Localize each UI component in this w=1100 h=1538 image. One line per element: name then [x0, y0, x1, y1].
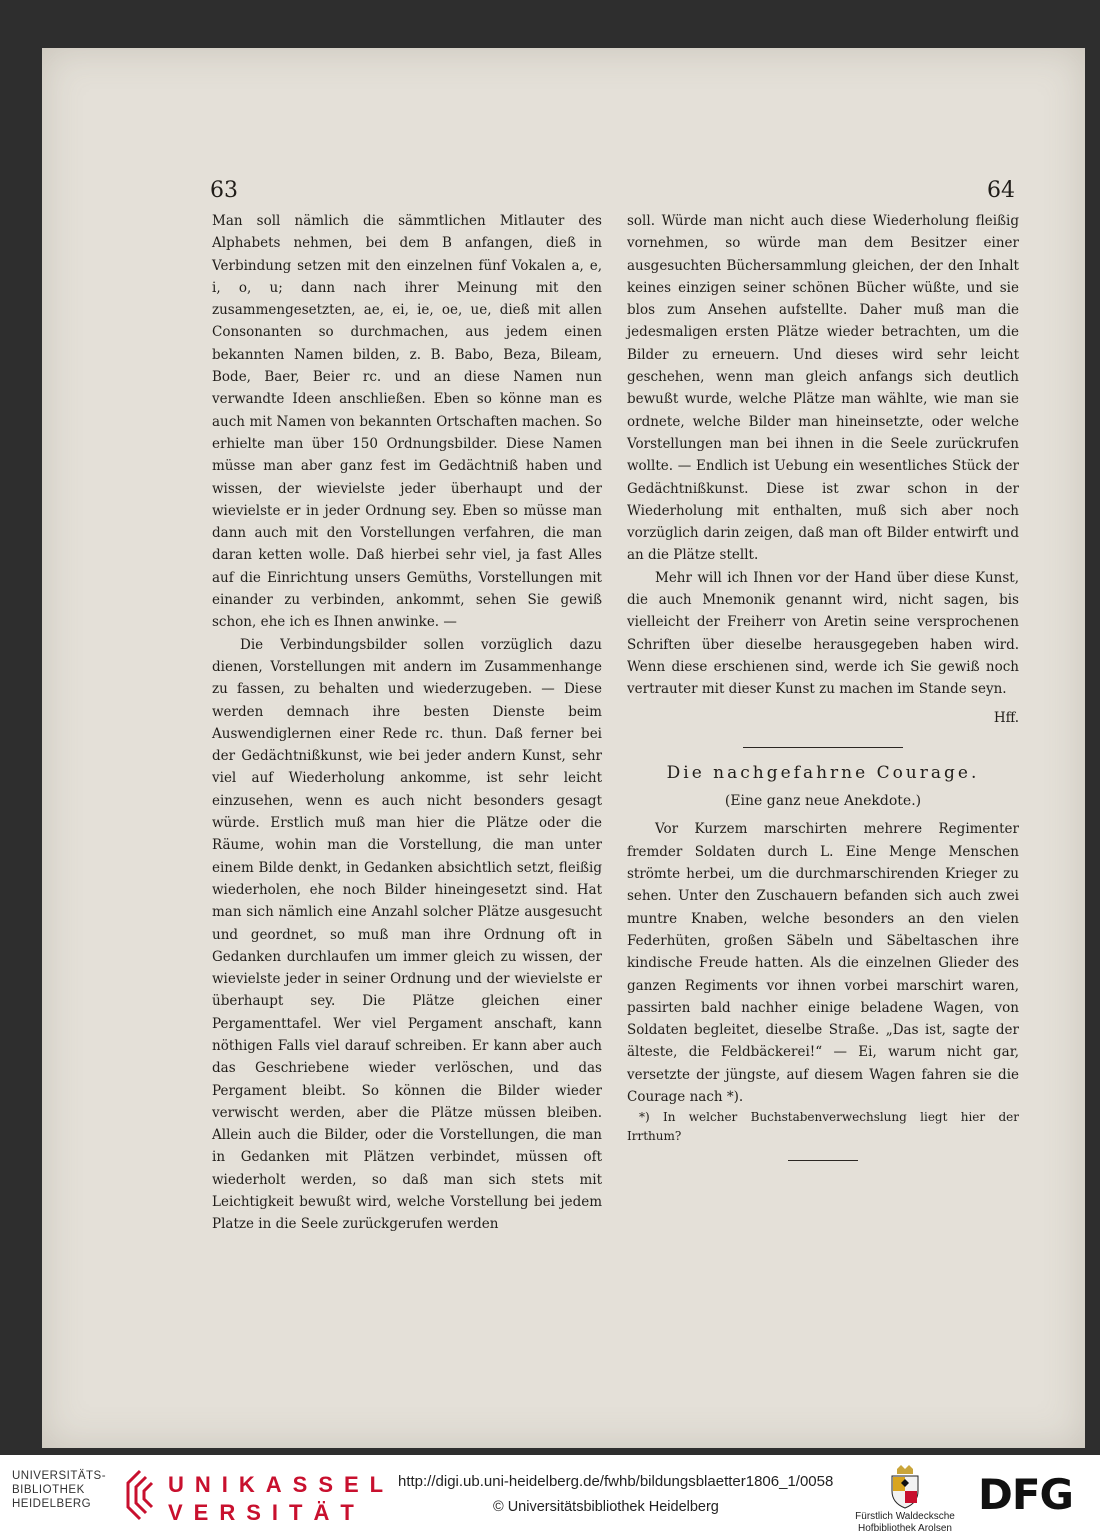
arolsen-line: Fürstlich Waldecksche — [855, 1511, 955, 1522]
ub-logo-line: BIBLIOTHEK — [12, 1484, 85, 1496]
unikassel-logo[interactable] — [168, 1471, 394, 1527]
article-title: Die nachgefahrne Courage. — [666, 762, 980, 783]
arolsen-line: Hofbibliothek Arolsen — [858, 1523, 952, 1534]
unikassel-line-1: UNIKASSEL — [168, 1472, 395, 1497]
permalink-url[interactable]: http://digi.ub.uni-heidelberg.de/fwhb/bildungsblaetter1806_1/0058 — [398, 1473, 834, 1490]
book-page — [42, 48, 1085, 1448]
crest-icon — [887, 1463, 923, 1509]
left-column — [212, 210, 602, 1236]
article-subtitle: (Eine ganz neue Anekdote.) — [724, 793, 922, 810]
paragraph: Man soll nämlich die sämmtlichen Mitlauter des Alphabets nehmen, bei dem B anfangen, dieß in Verbindung setzen mit den einzelnen fünf Vokalen a, e, i, o, u; dann nach ihrer Meinung mit den zusammengesetzten, ae, ei, ie, oe, ue, dieß mit allen Consonanten so durchmachen, aus jedem einen bekannten Namen bilden, z. B. Babo, Beza, Bileam, Bode, Baer, Beier rc. und an diese Namen nun verwandte Ideen anschließen. Eben so könne man es auch mit Namen von bekannten Ortschaften machen. So erhielte man über 150 Ordnungsbilder. Diese Namen müsse man aber ganz fest im Gedächtniß haben und wissen, der wievielste jeder überhaupt und der wievielste er in jeder Ordnung sey. Eben so müsse man dann auch mit den Vorstellungen verfahren, die man daran ketten wolle. Daß hierbei sehr viel, ja fast Alles auf die Einrichtung unsers Gemüths, Vorstellungen mit einander zu verbinden, ankommt, sehen Sie gewiß schon, ehe ich es Ihnen anwinke. — — [212, 213, 602, 631]
page-number-left: 63 — [210, 178, 238, 203]
footnote: *) In welcher Buchstabenverwechslung liegt hier der Irrthum? — [627, 1110, 1019, 1144]
right-column — [627, 210, 1019, 1175]
dfg-logo[interactable]: DFG — [978, 1470, 1074, 1519]
divider — [788, 1160, 858, 1161]
ub-logo-icon — [122, 1467, 156, 1525]
paragraph: Mehr will ich Ihnen vor der Hand über diese Kunst, die auch Mnemonik genannt wird, nicht sagen, bis vielleicht der Freiherr von Aretin seine versprochenen Schriften über dieselbe herausgegeben haben wird. Wenn diese erschienen sind, werde ich Sie gewiß noch vertrauter mit dieser Kunst zu machen im Stande seyn. — [627, 569, 1019, 698]
footer-bar — [0, 1455, 1100, 1538]
signature: Hff. — [993, 709, 1019, 726]
paragraph: Die Verbindungsbilder sollen vorzüglich dazu dienen, Vorstellungen mit andern im Zusammenhange zu fassen, zu behalten und wiederzugeben. — Diese werden demnach ihre besten Dienste beim Auswendiglernen einer Rede rc. thun. Daß ferner bei der Gedächtnißkunst, wie bei jeder andern Kunst, sehr viel auf Wiederholung ankomme, ist sehr leicht einzusehen, wenn es auch nicht besonders gesagt würde. Erstlich muß man hier die Plätze oder die Räume, wohin man die Vorstellung, die man unter einem Bilde denkt, in Gedanken absichtlich setzt, fleißig wiederholen, ehe noch Bilder hineingesetzt sind. Hat man sich nämlich eine Anzahl solcher Plätze ausgesucht und geordnet, so muß man ihre Ordnung oft in Gedanken durchlaufen um immer gleich zu wissen, der wievielste jeder in seiner Ordnung und der wievielste er überhaupt sey. Die Plätze gleichen einer Pergamenttafel. Wer viel Pergament anschaft, kann nöthigen Falls viel darauf schreiben. Er kann aber auch das Geschriebene wieder verlöschen, und das Pergament bleibt. So können die Bilder wieder verwischt werden, aber die Plätze müssen bleiben. Allein auch die Bilder, oder die Vorstellungen, die man in Gedanken mit Plätzen verbindet, müssen oft wiederholt werden, so daß man sich stets mit Leichtigkeit bewußt wird, welche Vorstellung bei jedem Platze in die Seele zurückgerufen werden — [212, 636, 602, 1233]
arolsen-logo-text[interactable] — [845, 1511, 965, 1535]
paragraph: soll. Würde man nicht auch diese Wiederholung fleißig vornehmen, so würde man dem Besitzer einer ausgesuchten Büchersammlung gleichen, der den Inhalt keines einzigen seiner schönen Bücher wüßte, und sie blos zum Ansehen aufstellte. Daher muß man die jedesmaligen ersten Plätze wieder betrachten, um die Bilder zu erneuern. Und dieses wird sehr leicht geschehen, wenn man gleich anfangs sich deutlich bewußt wurde, welche Plätze man wählte, wie man sie ordnete, welche Bilder man hineinsetzte, oder welche Vorstellungen man bei ihnen in die Seele zurückrufen wollte. — Endlich ist Uebung ein wesentliches Stück der Gedächtnißkunst. Diese ist zwar schon in der Wiederholung mit enthalten, muß sich aber noch vorzüglich darin zeigen, daß man oft Bilder entwirft und an die Plätze stellt. — [627, 213, 1019, 564]
copyright-notice: © Universitätsbibliothek Heidelberg — [493, 1499, 719, 1515]
ub-logo-line: UNIVERSITÄTS- — [12, 1470, 107, 1482]
unikassel-line-2: VERSITÄT — [168, 1500, 365, 1525]
divider — [743, 747, 903, 748]
page-number-right: 64 — [987, 178, 1015, 203]
ub-heidelberg-logo[interactable] — [12, 1469, 132, 1529]
ub-logo-line: HEIDELBERG — [12, 1498, 92, 1510]
article-body: Vor Kurzem marschirten mehrere Regimenter fremder Soldaten durch L. Eine Menge Menschen strömte herbei, um die durchmarschirenden Krieger zu sehen. Unter den Zuschauern befanden sich auch zwei muntre Knaben, welche besonders an den vielen Federhüten, großen Säbeln und Säbeltaschen ihre kindische Freude hatten. Als die einzelnen Glieder des ganzen Regiments vor ihnen vorbei marschirt waren, passirten bald nachher einige beladene Wagen, von Soldaten begleitet, dieselbe Straße. „Das ist, sagte der älteste, die Feldbäckerei!“ — Ei, warum nicht gar, versetzte der jüngste, auf diesem Wagen fahren sie die Courage nach *). — [627, 821, 1019, 1105]
